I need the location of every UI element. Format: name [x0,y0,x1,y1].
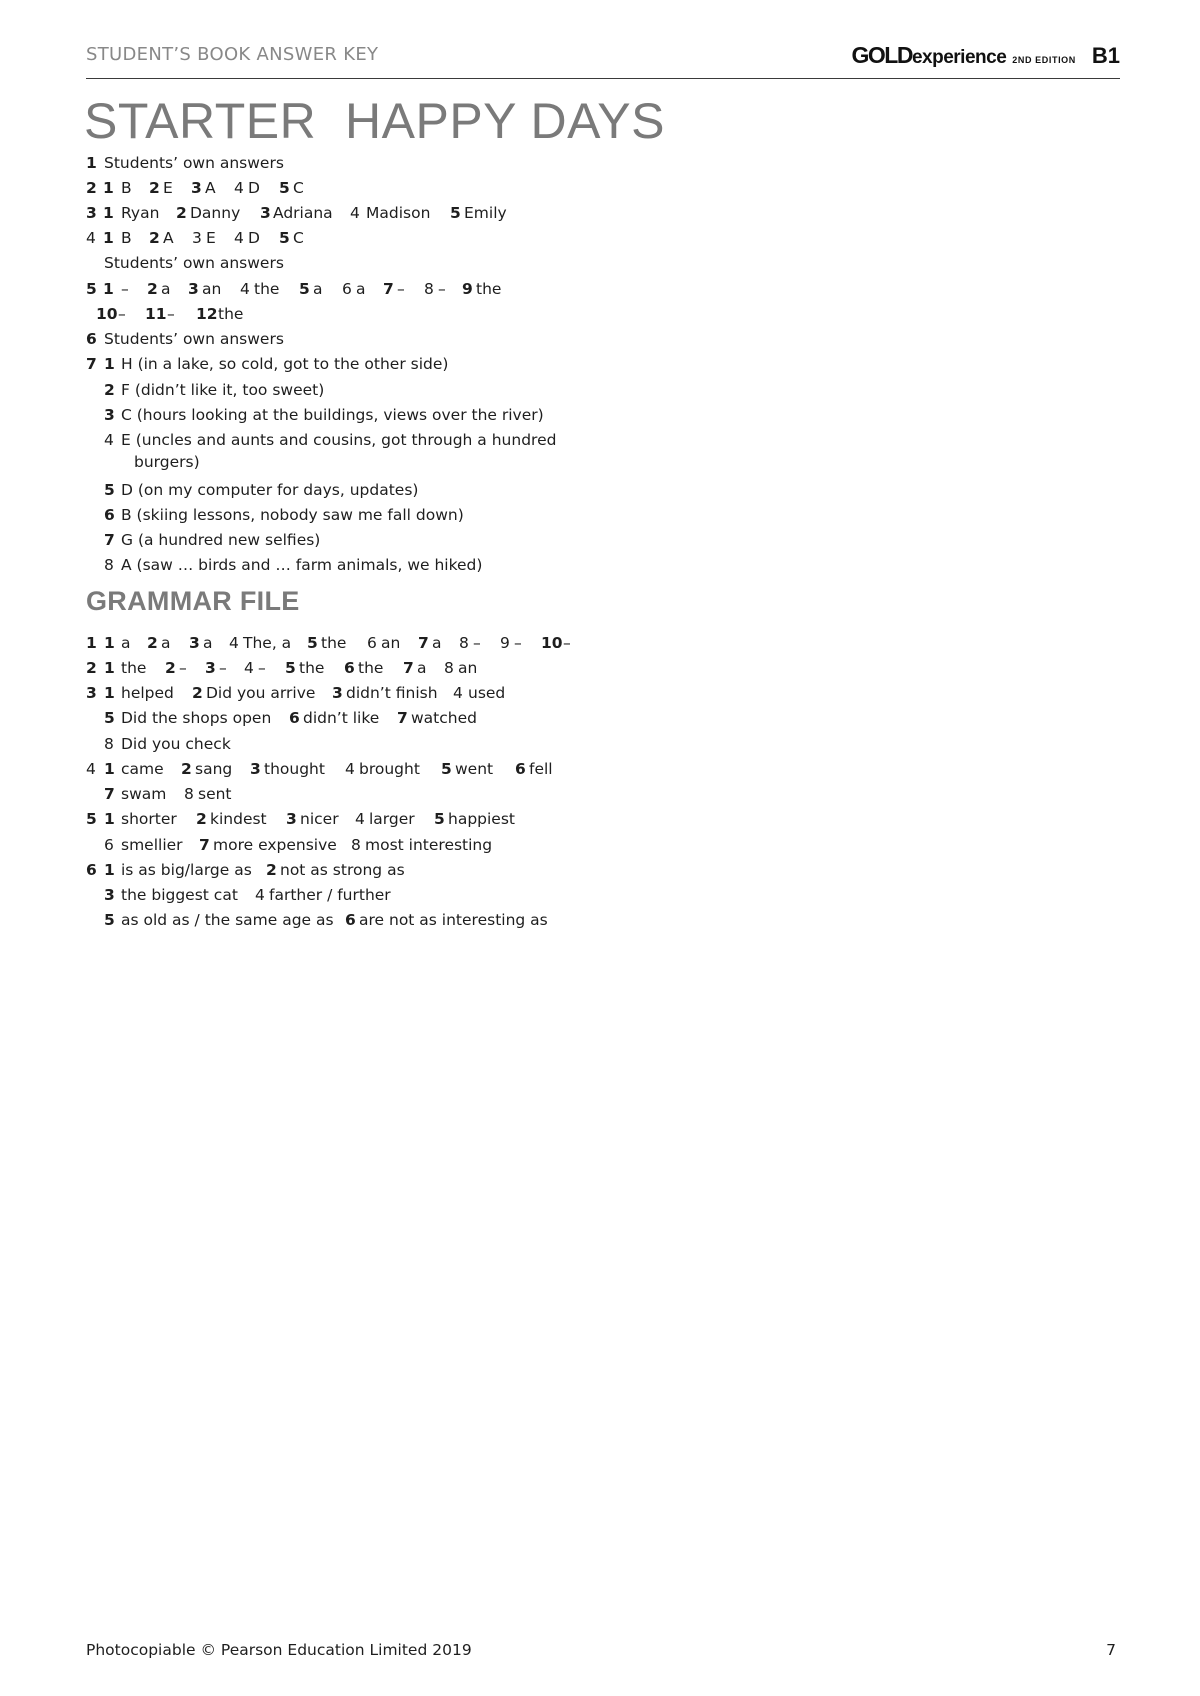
answer: farther / further [269,886,391,904]
answer: A (saw … birds and … farm animals, we hiked) [121,556,483,574]
item-number: 5 [104,481,115,499]
item-number: 6 [104,506,115,524]
answer: G (a hundred new selfies) [121,531,321,549]
answer: E (uncles and aunts and cousins, got through a hundred [121,431,557,449]
item-number: 3 [332,684,343,702]
answer: the [254,280,280,298]
question-number: 7 [86,355,97,373]
item-number: 12 [196,305,218,323]
answer: a [417,659,427,677]
answer: the [476,280,502,298]
item-number: 2 [165,659,176,677]
item-number: 1 [104,760,115,778]
answer: used [468,684,506,702]
item-number: 2 [104,381,115,399]
item-number: 4 [240,280,250,298]
item-number: 4 [355,810,365,828]
answer: smellier [121,836,183,854]
question-number: 4 [86,760,96,778]
answer: C [293,179,304,197]
answer: Students’ own answers [104,330,284,348]
item-number: 1 [104,659,115,677]
answer-key-label: STUDENT’S BOOK ANSWER KEY [86,44,379,65]
item-number: 1 [103,179,114,197]
question-number: 3 [86,204,97,222]
item-number: 3 [260,204,271,222]
answer: Emily [464,204,507,222]
item-number: 6 [104,836,114,854]
answer: a [203,634,213,652]
item-number: 4 [244,659,254,677]
answer: thought [264,760,325,778]
answer: a [356,280,366,298]
item-number: 8 [104,735,114,753]
answer: most interesting [365,836,493,854]
item-number: 8 [104,556,114,574]
item-number: 3 [189,634,200,652]
answer: swam [121,785,167,803]
item-number: 10 [96,305,118,323]
item-number: 5 [434,810,445,828]
item-number: 4 [453,684,463,702]
item-number: 1 [104,684,115,702]
item-number: 7 [104,531,115,549]
item-number: 5 [279,179,290,197]
page-number: 7 [1106,1641,1116,1659]
answer: B [121,229,132,247]
item-number: 3 [192,229,202,247]
answer: didn’t like [303,709,380,727]
answer: went [455,760,494,778]
item-number: 3 [205,659,216,677]
item-number: 2 [192,684,203,702]
answer: F (didn’t like it, too sweet) [121,381,325,399]
question-number: 1 [86,154,97,172]
item-number: 6 [289,709,300,727]
answer: fell [529,760,553,778]
item-number: 7 [383,280,394,298]
answer: C [293,229,304,247]
answer: happiest [448,810,515,828]
item-number: 8 [459,634,469,652]
item-number: 5 [307,634,318,652]
item-number: 3 [104,886,115,904]
question-number: 3 [86,684,97,702]
answer: larger [369,810,415,828]
question-number: 6 [86,330,97,348]
answer: the [358,659,384,677]
answer: A [205,179,216,197]
item-number: 2 [147,634,158,652]
answer: Danny [190,204,241,222]
answer: is as big/large as [121,861,252,879]
item-number: 7 [104,785,115,803]
answer: – [397,280,405,298]
item-number: 1 [103,204,114,222]
answer: the [218,305,244,323]
answer: a [432,634,442,652]
item-number: 4 [104,431,114,449]
answer: Madison [366,204,431,222]
answer: B (skiing lessons, nobody saw me fall down) [121,506,464,524]
answer: – [438,280,446,298]
answer: the [299,659,325,677]
item-number: 2 [147,280,158,298]
item-number: 3 [104,406,115,424]
answer: not as strong as [280,861,405,879]
answer: – [219,659,227,677]
brand-experience-text: experience [911,47,1007,68]
item-number: 8 [184,785,194,803]
answer: the biggest cat [121,886,238,904]
page-header [86,42,1120,79]
level-badge: B1 [1091,43,1120,68]
brand-gold-text: GOLD [851,42,912,68]
item-number: 5 [299,280,310,298]
item-number: 2 [266,861,277,879]
copyright-notice: Photocopiable © Pearson Education Limited 2019 [86,1641,472,1659]
question-number: 1 [86,634,97,652]
item-number: 9 [462,280,473,298]
brand-edition-text: 2ND EDITION [1012,55,1076,65]
answer: a [161,634,171,652]
item-number: 2 [196,810,207,828]
item-number: 5 [279,229,290,247]
answer: Adriana [273,204,333,222]
answer: the [121,659,147,677]
answer: E [163,179,173,197]
question-number: 5 [86,280,97,298]
answer: a [121,634,131,652]
answer: Ryan [121,204,160,222]
item-number: 2 [181,760,192,778]
item-number: 10 [541,634,563,652]
answer: – [514,634,522,652]
answer: – [563,634,571,652]
item-number: 7 [418,634,429,652]
answer: didn’t finish [346,684,438,702]
item-number: 3 [286,810,297,828]
answer: shorter [121,810,177,828]
item-number: 6 [344,659,355,677]
answer: came [121,760,164,778]
item-number: 6 [342,280,352,298]
answer: sang [195,760,233,778]
answer: C (hours looking at the buildings, views over the river) [121,406,544,424]
question-number: 4 [86,229,96,247]
item-number: 5 [285,659,296,677]
item-number: 1 [104,634,115,652]
item-number: 7 [403,659,414,677]
item-number: 3 [188,280,199,298]
answer: a [313,280,323,298]
item-number: 5 [450,204,461,222]
item-number: 3 [250,760,261,778]
question-number: 2 [86,659,97,677]
answer: Students’ own answers [104,154,284,172]
item-number: 8 [444,659,454,677]
item-number: 5 [104,709,115,727]
item-number: 1 [103,280,114,298]
answer: an [202,280,222,298]
question-number: 2 [86,179,97,197]
item-number: 6 [345,911,356,929]
answer: Did you arrive [206,684,316,702]
item-number: 4 [350,204,360,222]
item-number: 4 [234,179,244,197]
answer: are not as interesting as [359,911,548,929]
answer: D [248,229,260,247]
unit-title: STARTER HAPPY DAYS [84,93,665,149]
item-number: 7 [397,709,408,727]
item-number: 1 [104,355,115,373]
item-number: 9 [500,634,510,652]
question-number: 6 [86,861,97,879]
item-number: 5 [441,760,452,778]
answer: – [167,305,175,323]
answer: – [258,659,266,677]
item-number: 4 [345,760,355,778]
item-number: 8 [351,836,361,854]
answer: helped [121,684,174,702]
answer: – [179,659,187,677]
item-number: 1 [103,229,114,247]
item-number: 2 [149,229,160,247]
answer: H (in a lake, so cold, got to the other side) [121,355,449,373]
item-number: 5 [104,911,115,929]
answer: Students’ own answers [104,254,284,272]
item-number: 1 [104,861,115,879]
brand-logo [852,42,1120,69]
answer: D (on my computer for days, updates) [121,481,419,499]
answer: – [121,280,129,298]
answer: – [118,305,126,323]
answer: kindest [210,810,267,828]
answer: watched [411,709,477,727]
item-number: 2 [149,179,160,197]
answer: burgers) [134,453,200,471]
answer: B [121,179,132,197]
item-number: 6 [367,634,377,652]
item-number: 4 [255,886,265,904]
answer: the [321,634,347,652]
item-number: 3 [191,179,202,197]
answer: A [163,229,174,247]
item-number: 6 [515,760,526,778]
question-number: 5 [86,810,97,828]
item-number: 11 [145,305,167,323]
grammar-file-heading: GRAMMAR FILE [86,586,300,616]
answer: an [458,659,478,677]
answer: as old as / the same age as [121,911,334,929]
answer: more expensive [213,836,337,854]
item-number: 4 [234,229,244,247]
answer: a [161,280,171,298]
item-number: 8 [424,280,434,298]
answer: E [206,229,216,247]
answer: – [473,634,481,652]
answer: D [248,179,260,197]
item-number: 1 [104,810,115,828]
answer: The, a [243,634,292,652]
answer: Did the shops open [121,709,272,727]
item-number: 2 [176,204,187,222]
item-number: 4 [229,634,239,652]
item-number: 7 [199,836,210,854]
answer: an [381,634,401,652]
answer: Did you check [121,735,231,753]
answer: nicer [300,810,339,828]
answer: brought [359,760,420,778]
answer: sent [198,785,232,803]
